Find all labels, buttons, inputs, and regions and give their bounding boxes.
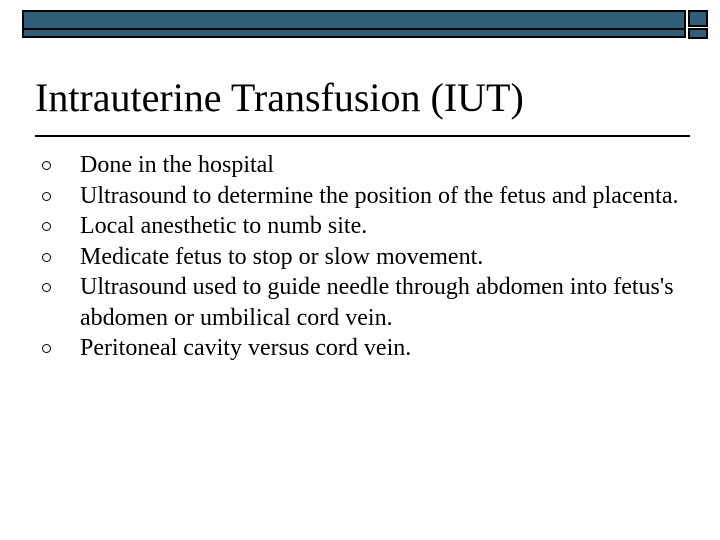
bullet-item [42,181,682,212]
title-underline [35,135,690,137]
bullet-text: Ultrasound used to guide needle through abdomen into fetus's abdomen or umbilical cord vein. [80,274,674,331]
hollow-circle-icon [42,283,51,292]
bullet-item [42,211,682,242]
hollow-circle-icon [42,222,51,231]
bullet-text: Local anesthetic to numb site. [80,213,368,239]
header-bar-divider [22,28,686,30]
hollow-circle-icon [42,192,51,201]
bullet-text: Ultrasound to determine the position of the fetus and placenta. [80,182,679,209]
hollow-circle-icon [42,253,51,262]
slide-title: Intrauterine Transfusion (IUT) [35,75,524,120]
bullet-item [42,272,682,333]
bullet-item [42,333,682,364]
bullet-list [42,150,682,364]
bullet-text: Done in the hospital [80,152,274,178]
bullet-text: Peritoneal cavity versus cord vein. [80,335,412,361]
hollow-circle-icon [42,161,51,170]
hollow-circle-icon [42,344,51,353]
header-bar [22,10,686,38]
bullet-text: Medicate fetus to stop or slow movement. [80,243,484,270]
bullet-item [42,150,682,181]
header-corner-box-bottom [688,28,708,39]
bullet-item [42,242,682,273]
header-corner-box-top [688,10,708,27]
